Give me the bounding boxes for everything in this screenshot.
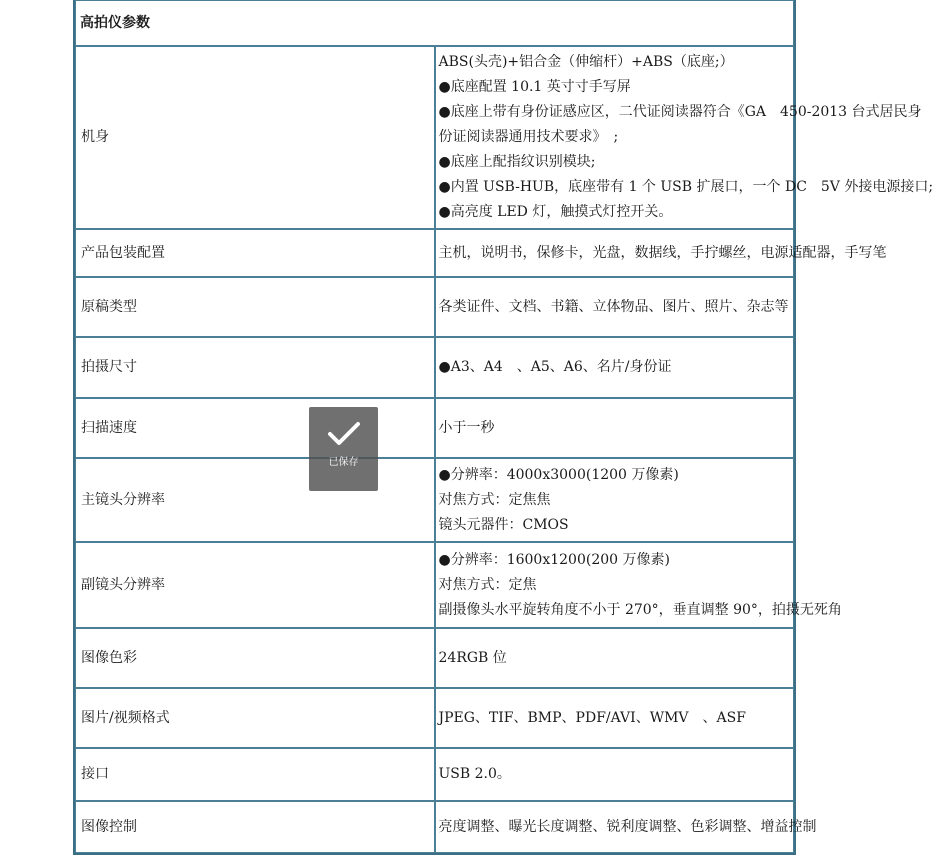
table-row [75,542,794,628]
table-row [75,688,794,748]
row-value: ●分辨率：1600x1200(200 万像素) 对焦方式：定焦 副摄像头水平旋转角度不小于 270°，垂直调整 90°，拍摄无死角 [435,542,795,628]
row-label: 产品包装配置 [75,229,435,277]
table-row [75,277,794,337]
table-row [75,748,794,801]
row-value: USB 2.0。 [435,748,795,801]
row-label: 图像控制 [75,801,435,853]
row-label: 原稿类型 [75,277,435,337]
row-value: ●分辨率：4000x3000(1200 万像素) 对焦方式：定焦焦 镜头元器件：CMOS [435,458,795,542]
row-label: 图片/视频格式 [75,688,435,748]
table-row [75,801,794,853]
table-row [75,458,794,542]
table-row [75,46,794,229]
saved-toast [309,407,378,491]
row-label: 机身 [75,46,435,229]
check-icon [327,421,361,447]
table-row [75,337,794,398]
spec-table [73,0,933,855]
row-value: 亮度调整、曝光长度调整、锐利度调整、色彩调整、增益控制 [435,801,795,853]
row-label: 主镜头分辨率 [75,458,435,542]
row-value: 24RGB 位 [435,628,795,688]
row-label: 接口 [75,748,435,801]
toast-text: 已保存 [328,457,359,468]
row-value: 小于一秒 [435,398,795,458]
row-label: 拍摄尺寸 [75,337,435,398]
row-value: ABS(头壳)+铝合金（伸缩杆）+ABS（底座;） ●底座配置 10.1 英寸寸手写屏 ●底座上带有身份证感应区，二代证阅读器符合《GA 450-2013 台式居民身 份证阅读器通用技术要求》 ; ●底座上配指纹识别模块; ●内置 USB-HUB，底座带有 1 个 USB 扩展口，一个 DC 5V 外接电源接口; ●高亮度 LED 灯，触摸式灯控开关。 [435,46,795,229]
row-value: 各类证件、文档、书籍、立体物品、图片、照片、杂志等 [435,277,795,337]
table-row [75,628,794,688]
table-row [75,398,794,458]
table-row [75,229,794,277]
row-value: ●A3、A4 、A5、A6、名片/身份证 [435,337,795,398]
row-value: JPEG、TIF、BMP、PDF/AVI、WMV 、ASF [435,688,795,748]
table-title: 高拍仪参数 [75,0,794,46]
row-label: 副镜头分辨率 [75,542,435,628]
row-label: 扫描速度 [75,398,435,458]
row-label: 图像色彩 [75,628,435,688]
row-value: 主机，说明书，保修卡，光盘，数据线，手拧螺丝，电源适配器，手写笔 [435,229,795,277]
